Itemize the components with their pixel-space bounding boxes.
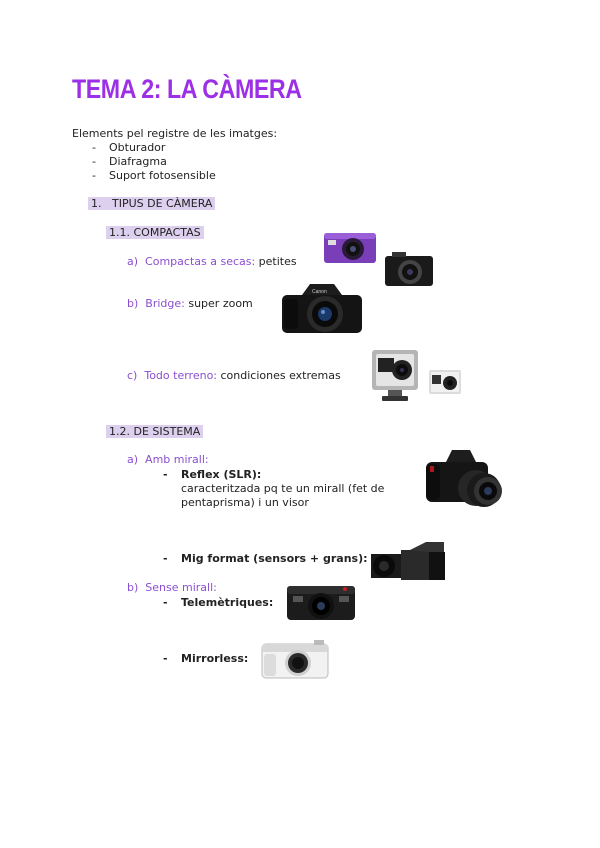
mirrorless-camera-image: [260, 638, 330, 680]
reflex-label: Reflex (SLR):: [181, 468, 262, 481]
list-item: -: [163, 552, 168, 565]
element-suport: Suport fotosensible: [109, 169, 216, 182]
black-compact-camera-image: [384, 250, 434, 288]
reflex-desc-1: caracteritzada pq te un mirall (fet de: [181, 482, 385, 495]
gopro-small-image: [428, 368, 462, 396]
list-item: -: [163, 652, 168, 665]
intro-text: Elements pel registre de les imatges:: [72, 127, 278, 140]
mig-format-label: Mig format (sensors + grans):: [181, 552, 368, 565]
todoterreno-desc: condiciones extremas: [217, 369, 341, 382]
purple-compact-camera-image: [323, 232, 377, 264]
section-number: 1.: [91, 197, 102, 210]
element-diafragma: Diafragma: [109, 155, 167, 168]
section-heading: [88, 197, 215, 210]
canon-logo: Canon: [312, 289, 327, 295]
subsection-compactas: 1.1. COMPACTAS: [106, 226, 204, 239]
amb-mirall-item: a) Amb mirall:: [127, 453, 209, 466]
bridge-term: Bridge:: [145, 297, 185, 310]
bridge-camera-image: [280, 281, 364, 335]
list-item: -: [92, 169, 96, 182]
compactas-desc: petites: [255, 255, 297, 268]
compactas-term: Compactas a secas:: [145, 255, 256, 268]
dslr-camera-image: [424, 446, 512, 512]
element-obturador: Obturador: [109, 141, 166, 154]
sense-mirall-term: Sense mirall:: [145, 581, 217, 594]
list-item: -: [163, 468, 168, 481]
telemetriques-label: Telemètriques:: [181, 596, 274, 609]
bridge-item: b) Bridge: super zoom: [127, 297, 253, 310]
medium-format-camera-image: [370, 540, 446, 582]
gopro-housing-image: [368, 348, 422, 402]
section-label: TIPUS DE CÀMERA: [112, 197, 213, 210]
list-item: -: [92, 155, 96, 168]
todoterreno-term: Todo terreno:: [144, 369, 217, 382]
list-item: -: [163, 596, 168, 609]
compactas-item: a) Compactas a secas: petites: [127, 255, 297, 268]
bridge-desc: super zoom: [184, 297, 253, 310]
reflex-desc-2: pentaprisma) i un visor: [181, 496, 309, 509]
page-title: TEMA 2: LA CÀMERA: [72, 74, 302, 104]
amb-mirall-term: Amb mirall:: [145, 453, 209, 466]
todoterreno-item: c) Todo terreno: condiciones extremas: [127, 369, 341, 382]
sense-mirall-item: b) Sense mirall:: [127, 581, 217, 594]
list-item: -: [92, 141, 96, 154]
mirrorless-label: Mirrorless:: [181, 652, 249, 665]
rangefinder-camera-image: [285, 582, 357, 622]
subsection-sistema: 1.2. DE SISTEMA: [106, 425, 203, 438]
